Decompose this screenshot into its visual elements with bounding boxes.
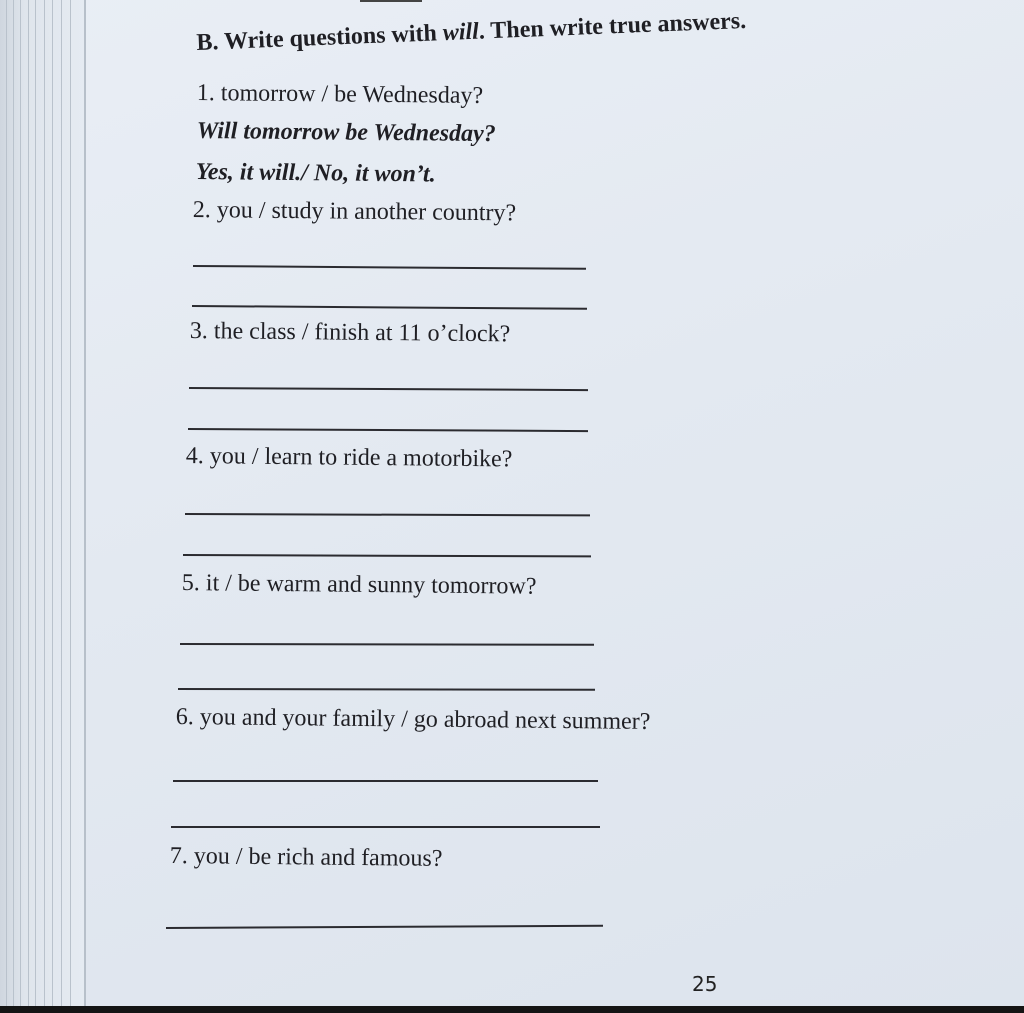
item-text: you / be rich and famous? xyxy=(193,843,443,872)
item-number: 6. xyxy=(175,704,194,731)
item-3-prompt xyxy=(190,318,511,348)
answer-line xyxy=(180,643,594,645)
example-question: Will tomorrow be Wednesday? xyxy=(196,118,496,148)
item-7-prompt xyxy=(170,843,443,873)
item-number: 1. xyxy=(196,80,215,107)
exercise-heading xyxy=(196,8,747,57)
item-4-prompt xyxy=(186,443,513,473)
item-5-prompt xyxy=(182,570,537,601)
page-number: 25 xyxy=(692,972,718,996)
answer-line xyxy=(192,305,587,309)
answer-line xyxy=(166,925,603,929)
item-text: it / be warm and sunny tomorrow? xyxy=(205,570,537,600)
item-text: you and your family / go abroad next summer? xyxy=(199,704,651,735)
answer-line xyxy=(173,780,598,782)
item-text: you / study in another country? xyxy=(216,197,517,227)
example-answer: Yes, it will./ No, it won’t. xyxy=(195,159,436,188)
item-number: 4. xyxy=(185,443,204,470)
item-number: 5. xyxy=(181,570,200,597)
answer-line xyxy=(185,513,590,516)
item-text: tomorrow / be Wednesday? xyxy=(220,80,484,109)
answer-line xyxy=(188,428,588,432)
item-2-prompt xyxy=(193,197,517,227)
item-1-prompt xyxy=(197,80,483,110)
item-number: 7. xyxy=(169,843,188,870)
answer-line xyxy=(178,688,595,690)
heading-prefix: B. Write questions with xyxy=(196,20,444,56)
item-text: you / learn to ride a motorbike? xyxy=(209,443,513,473)
answer-line xyxy=(193,265,586,269)
bottom-dark-edge xyxy=(0,1006,1024,1013)
answer-line xyxy=(189,387,588,391)
answer-line xyxy=(183,554,591,557)
heading-suffix: . Then write true answers. xyxy=(478,7,747,45)
item-number: 3. xyxy=(189,318,208,345)
item-6-prompt xyxy=(176,704,651,736)
heading-emphasis: will xyxy=(442,18,480,47)
answer-line xyxy=(171,826,600,828)
item-number: 2. xyxy=(192,197,211,224)
item-text: the class / finish at 11 o’clock? xyxy=(213,318,511,348)
